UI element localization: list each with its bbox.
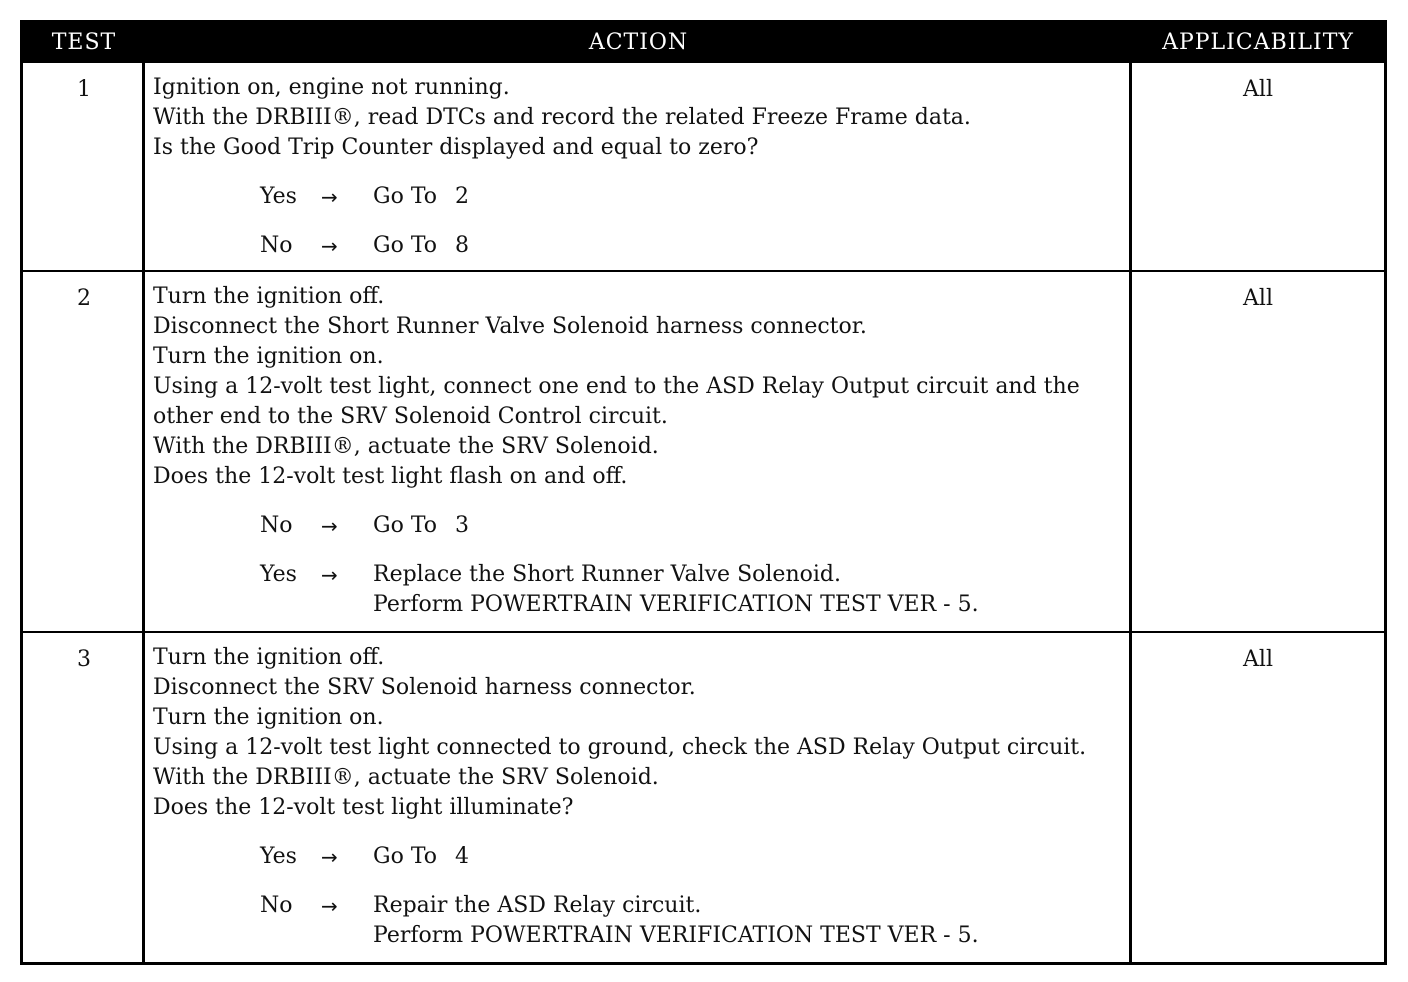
arrow-icon: → (321, 563, 338, 587)
step-text: With the DRBIII®, actuate the SRV Solenoid. (153, 434, 659, 459)
arrow-icon: → (321, 185, 338, 209)
goto-target: 4 (455, 844, 470, 869)
goto-label: Go To (373, 513, 438, 538)
step-text: Turn the ignition on. (153, 705, 384, 730)
answer-label: No (260, 513, 293, 538)
answer-label: Yes (260, 562, 297, 587)
goto-label: Go To (373, 844, 438, 869)
applicability-value: All (1243, 286, 1273, 311)
arrow-icon: → (321, 514, 338, 538)
answer-label: Yes (260, 844, 297, 869)
goto-target: 2 (455, 184, 470, 209)
answer-label: No (260, 893, 293, 918)
step-text: Turn the ignition off. (153, 645, 385, 670)
goto-label: Go To (373, 233, 438, 258)
arrow-icon: → (321, 234, 338, 258)
action-cell (153, 282, 1128, 620)
step-text: Ignition on, engine not running. (153, 75, 510, 100)
goto-instruction (373, 511, 469, 541)
result-action: Repair the ASD Relay circuit. (373, 893, 702, 918)
result-line (153, 511, 1128, 541)
test-number: 1 (77, 77, 91, 102)
step-text: Disconnect the SRV Solenoid harness connector. (153, 675, 696, 700)
arrow-icon: → (321, 894, 338, 918)
answer-label: No (260, 233, 293, 258)
step-text: Using a 12-volt test light connected to ground, check the ASD Relay Output circuit. (153, 735, 1087, 760)
applicability-value: All (1243, 77, 1273, 102)
answer-label: Yes (260, 184, 297, 209)
result-line (153, 231, 1128, 261)
step-text: With the DRBIII®, actuate the SRV Solenoid. (153, 765, 659, 790)
diagnostic-test-table (20, 20, 1387, 965)
result-followup: Perform POWERTRAIN VERIFICATION TEST VER - 5. (373, 592, 979, 617)
result-line (153, 560, 1128, 620)
step-text: Is the Good Trip Counter displayed and equal to zero? (153, 135, 759, 160)
result-line (153, 182, 1128, 212)
test-number: 3 (77, 647, 91, 672)
step-text: Disconnect the Short Runner Valve Solenoid harness connector. (153, 314, 867, 339)
result-line (153, 842, 1128, 872)
applicability-value: All (1243, 647, 1273, 672)
action-cell (153, 73, 1128, 261)
test-row-1 (23, 63, 1384, 270)
test-row-2 (23, 272, 1384, 631)
goto-target: 8 (455, 233, 470, 258)
action-cell (153, 643, 1128, 951)
result-action: Replace the Short Runner Valve Solenoid. (373, 562, 841, 587)
goto-instruction (373, 231, 469, 261)
step-text: Does the 12-volt test light illuminate? (153, 795, 574, 820)
header-test: TEST (23, 23, 145, 63)
test-row-3 (23, 633, 1384, 963)
step-text: Does the 12-volt test light flash on and off. (153, 464, 628, 489)
step-text: Turn the ignition on. (153, 344, 384, 369)
header-action: ACTION (145, 23, 1132, 63)
goto-target: 3 (455, 513, 470, 538)
goto-instruction (373, 842, 469, 872)
step-text: With the DRBIII®, read DTCs and record the related Freeze Frame data. (153, 105, 971, 130)
header-applicability: APPLICABILITY (1132, 23, 1384, 63)
step-text: other end to the SRV Solenoid Control circuit. (153, 404, 668, 429)
goto-instruction (373, 182, 469, 212)
goto-label: Go To (373, 184, 438, 209)
step-text: Using a 12-volt test light, connect one end to the ASD Relay Output circuit and the (153, 374, 1080, 399)
step-text: Turn the ignition off. (153, 284, 385, 309)
result-line (153, 891, 1128, 951)
arrow-icon: → (321, 845, 338, 869)
test-number: 2 (77, 286, 91, 311)
result-followup: Perform POWERTRAIN VERIFICATION TEST VER - 5. (373, 923, 979, 948)
